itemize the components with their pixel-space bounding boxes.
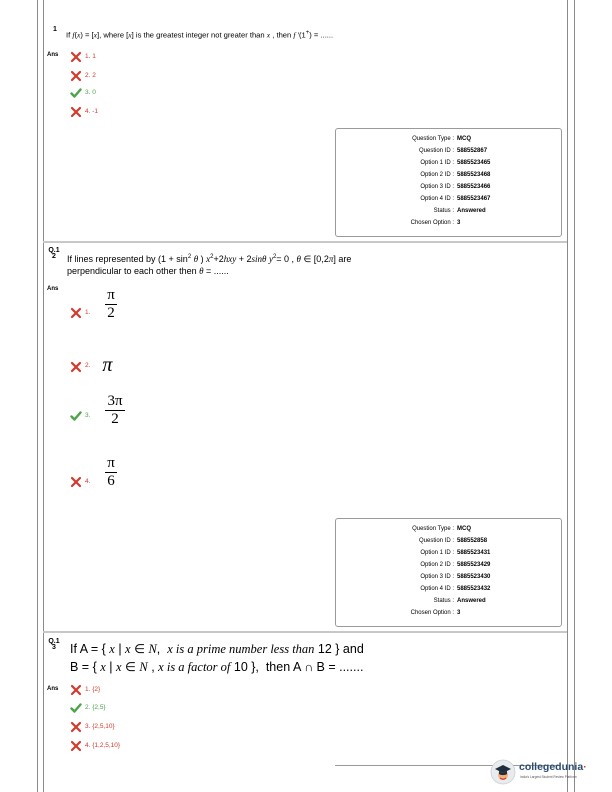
ans-label: Ans: [47, 52, 59, 58]
option-label: 2.: [85, 362, 91, 369]
option-1-fraction: [105, 288, 117, 321]
option3-id-value: 5885523430: [457, 574, 491, 580]
info-label: Option 2 ID :: [420, 172, 454, 178]
option-4[interactable]: [70, 105, 98, 117]
brand-name: [519, 761, 587, 773]
option-2[interactable]: [70, 69, 96, 81]
right-border-outer: [574, 0, 575, 792]
info-label: Option 4 ID :: [420, 196, 454, 202]
question-number-bottom: 2: [52, 253, 56, 260]
option-3[interactable]: [70, 720, 115, 732]
question-text-line-1: If A = { x | x ∈ N, x is a prime number less than 12 } and: [70, 642, 364, 656]
option-label: 4. -1: [85, 107, 99, 115]
cross-icon: [70, 50, 82, 62]
option2-id-value: 5885523468: [457, 172, 491, 178]
numerator: π: [107, 455, 115, 471]
option-label: 1. {2}: [85, 685, 101, 693]
option-1[interactable]: [70, 306, 90, 318]
brand-tagline: India's Largest Student Review Platform: [520, 775, 577, 779]
ans-label: Ans: [47, 286, 59, 292]
option-label: 1.: [85, 308, 91, 316]
info-label: Option 1 ID :: [420, 550, 454, 556]
question-id-value: 588552867: [457, 148, 488, 154]
cross-icon: [70, 720, 82, 732]
numerator: π: [107, 287, 115, 303]
option-label: 2. 2: [85, 71, 96, 79]
question-number-bottom: 3: [52, 644, 56, 651]
info-label: Question Type :: [412, 526, 454, 532]
cross-icon: [70, 739, 82, 751]
ans-label: Ans: [47, 686, 59, 692]
brand-name-text: collegedunia: [519, 761, 584, 773]
cross-icon: [70, 306, 82, 318]
option-3[interactable]: [70, 86, 96, 98]
cross-icon: [70, 475, 82, 487]
chosen-option-value: 3: [457, 220, 461, 226]
question-number-top: Q.1: [48, 638, 60, 645]
cross-icon: [70, 360, 82, 372]
info-label: Question Type :: [412, 136, 454, 142]
option1-id-value: 5885523465: [457, 160, 491, 166]
status-value: Answered: [457, 598, 486, 604]
left-border-inner: [43, 0, 44, 792]
info-label: Option 1 ID :: [420, 160, 454, 166]
option-2-value: π: [102, 354, 113, 376]
question-info-box: [335, 518, 562, 627]
check-icon: [70, 409, 82, 421]
cross-icon: [70, 105, 82, 117]
option-label: 3. 0: [85, 88, 96, 96]
option-4-fraction: [105, 456, 117, 489]
option-label: 3. {2,5,10}: [85, 722, 115, 730]
status-value: Answered: [457, 208, 486, 214]
question-number: 1: [53, 26, 57, 33]
option-label: 1. 1: [85, 52, 96, 60]
check-icon: [70, 86, 82, 98]
option-3[interactable]: [70, 409, 90, 421]
option3-id-value: 5885523466: [457, 184, 491, 190]
info-label: Option 3 ID :: [420, 184, 454, 190]
question-text: If lines represented by ($1 + \sin^2 \theta$ ) $x^2+2hxy + 2\sin\theta$ $y^2= 0$ , θ ∈ [0,2π] are perpendicular to each other then θ = ......: [67, 254, 352, 276]
option-label: 4. {1,2,5,10}: [85, 741, 121, 749]
option4-id-value: 5885523467: [457, 196, 491, 202]
left-border-outer: [37, 0, 38, 792]
info-label: Option 2 ID :: [420, 562, 454, 568]
cross-icon: [70, 683, 82, 695]
option-2[interactable]: [70, 354, 112, 377]
info-label: Status :: [433, 598, 454, 604]
section-divider: [43, 241, 567, 243]
option4-id-value: 5885523432: [457, 586, 491, 592]
cross-icon: [70, 69, 82, 81]
denominator: 2: [107, 305, 115, 321]
option-2[interactable]: [70, 701, 106, 713]
option-label: 2. {2,5}: [85, 703, 106, 711]
chosen-option-value: 3: [457, 610, 461, 616]
question-id-value: 588552858: [457, 538, 488, 544]
collegedunia-logo: [490, 758, 608, 786]
info-label: Question ID :: [418, 148, 454, 154]
option-label: 3.: [85, 411, 91, 419]
option-label: 4.: [85, 477, 91, 485]
question-text-line-2: B = { x | x ∈ N , x is a factor of 10 }, then A ∩ B = .......: [70, 660, 364, 674]
question-type-value: MCQ: [457, 526, 471, 532]
question-number-top: Q.1: [48, 247, 60, 254]
option-1[interactable]: [70, 683, 100, 695]
option2-id-value: 5885523429: [457, 562, 491, 568]
info-label: Option 4 ID :: [420, 586, 454, 592]
numerator: 3π: [107, 393, 123, 409]
question-number: [47, 639, 61, 651]
info-label: Question ID :: [418, 538, 454, 544]
check-icon: [70, 701, 82, 713]
denominator: 6: [107, 473, 115, 489]
question-type-value: MCQ: [457, 136, 471, 142]
question-text: If f(x) = [x], where [x] is the greatest integer not greater than x , then f ′(1+) = ......: [66, 30, 334, 40]
option-4[interactable]: [70, 475, 90, 487]
option-4[interactable]: [70, 739, 120, 751]
option-1[interactable]: [70, 50, 96, 62]
info-label: Chosen Option :: [410, 610, 454, 616]
info-label: Option 3 ID :: [420, 574, 454, 580]
option1-id-value: 5885523431: [457, 550, 491, 556]
graduation-cap-logo-icon: [490, 759, 516, 785]
question-info-box: [335, 128, 562, 237]
info-label: Chosen Option :: [410, 220, 454, 226]
denominator: 2: [111, 411, 119, 427]
option-3-fraction: [105, 394, 125, 427]
info-label: Status :: [433, 208, 454, 214]
section-divider: [43, 631, 567, 633]
question-number: [47, 248, 61, 260]
right-border-inner: [567, 0, 568, 792]
brand-suffix: ·: [583, 761, 587, 773]
